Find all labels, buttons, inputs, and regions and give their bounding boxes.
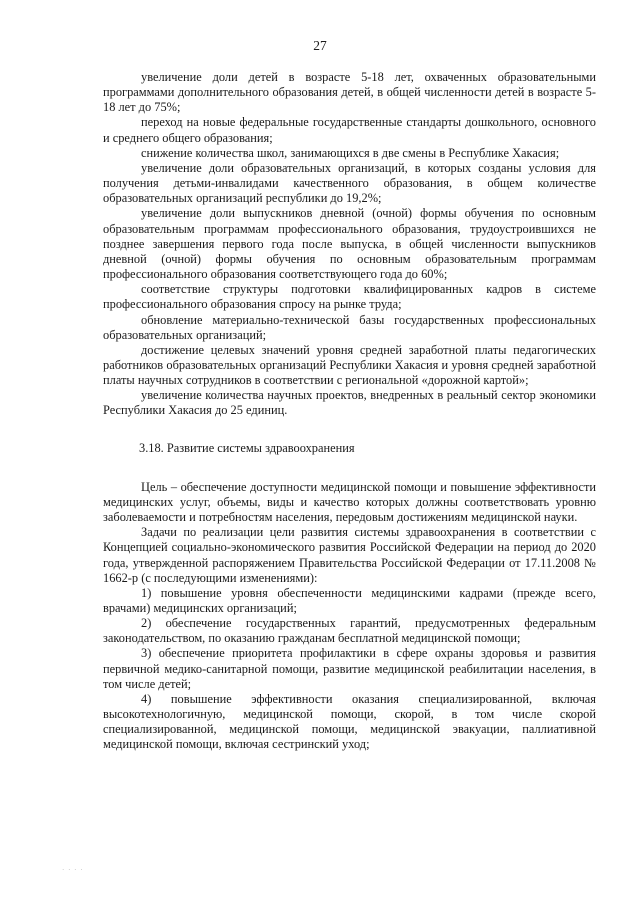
- task-item: 4) повышение эффективности оказания специализированной, включая высокотехнологичную, медицинской помощи, скорой, в том числе скорой специализированной, медицинской помощи, медицинской эвакуации, паллиативной медицинской помощи, включая сестринский уход;: [103, 691, 596, 752]
- list-item: обновление материально-технической базы государственных профессиональных образовательных организаций;: [103, 312, 596, 342]
- task-item: 2) обеспечение государственных гарантий, предусмотренных федеральным законодательством, по оказанию гражданам бесплатной медицинской помощи;: [103, 616, 596, 646]
- list-item: переход на новые федеральные государственные стандарты дошкольного, основного и среднего общего образования;: [103, 115, 596, 145]
- list-item: увеличение доли выпускников дневной (очной) формы обучения по основным образовательным программам профессионального образования, трудоустроившихся не позднее завершения первого года после выпуска, в общей численности выпускников дневной (очной) формы обучения по основным образовательным программам профессионального образования соответствующего года до 60%;: [103, 206, 596, 282]
- task-item: 1) повышение уровня обеспеченности медицинскими кадрами (прежде всего, врачами) медицинских организаций;: [103, 585, 596, 615]
- section-heading: 3.18. Развитие системы здравоохранения: [139, 440, 355, 455]
- section-paragraph-goal: Цель – обеспечение доступности медицинской помощи и повышение эффективности медицинских услуг, объемы, виды и качество которых должны соответствовать уровню заболеваемости и потребностям населения, передовым достижениям медицинской науки.: [103, 479, 596, 525]
- list-item: достижение целевых значений уровня средней заработной платы педагогических работников образовательных организаций Республики Хакасия и уровня средней заработной платы научных сотрудников в соответствии с региональной «дорожной картой»;: [103, 342, 596, 388]
- list-item: соответствие структуры подготовки квалифицированных кадров в системе профессионального образования спросу на рынке труда;: [103, 282, 596, 312]
- page-number: 27: [313, 38, 327, 53]
- list-item: снижение количества школ, занимающихся в две смены в Республике Хакасия;: [141, 145, 560, 160]
- list-item: увеличение доли детей в возрасте 5-18 лет, охваченных образовательными программами дополнительного образования детей, в общей численности детей в возрасте 5-18 лет до 75%;: [103, 70, 596, 115]
- section-paragraph-tasks-intro: Задачи по реализации цели развития системы здравоохранения в соответствии с Концепцией социально-экономического развития Российской Федерации на период до 2020 года, утвержденной распоряжением Правительства Российской Федерации от 17.11.2008 № 1662-р (с последующими изменениями):: [103, 525, 596, 585]
- task-item: 3) обеспечение приоритета профилактики в сфере охраны здоровья и развития первичной медико-санитарной помощи, развитие медицинской реабилитации населения, в том числе детей;: [103, 646, 596, 691]
- document-body: [103, 70, 596, 753]
- footer-mark: · · · ·: [62, 866, 84, 874]
- list-item: увеличение доли образовательных организаций, в которых созданы условия для получения детьми-инвалидами качественного образования, в общем количестве образовательных организаций республики до 19,2%;: [103, 160, 596, 206]
- list-item: увеличение количества научных проектов, внедренных в реальный сектор экономики Республики Хакасия до 25 единиц.: [103, 388, 596, 418]
